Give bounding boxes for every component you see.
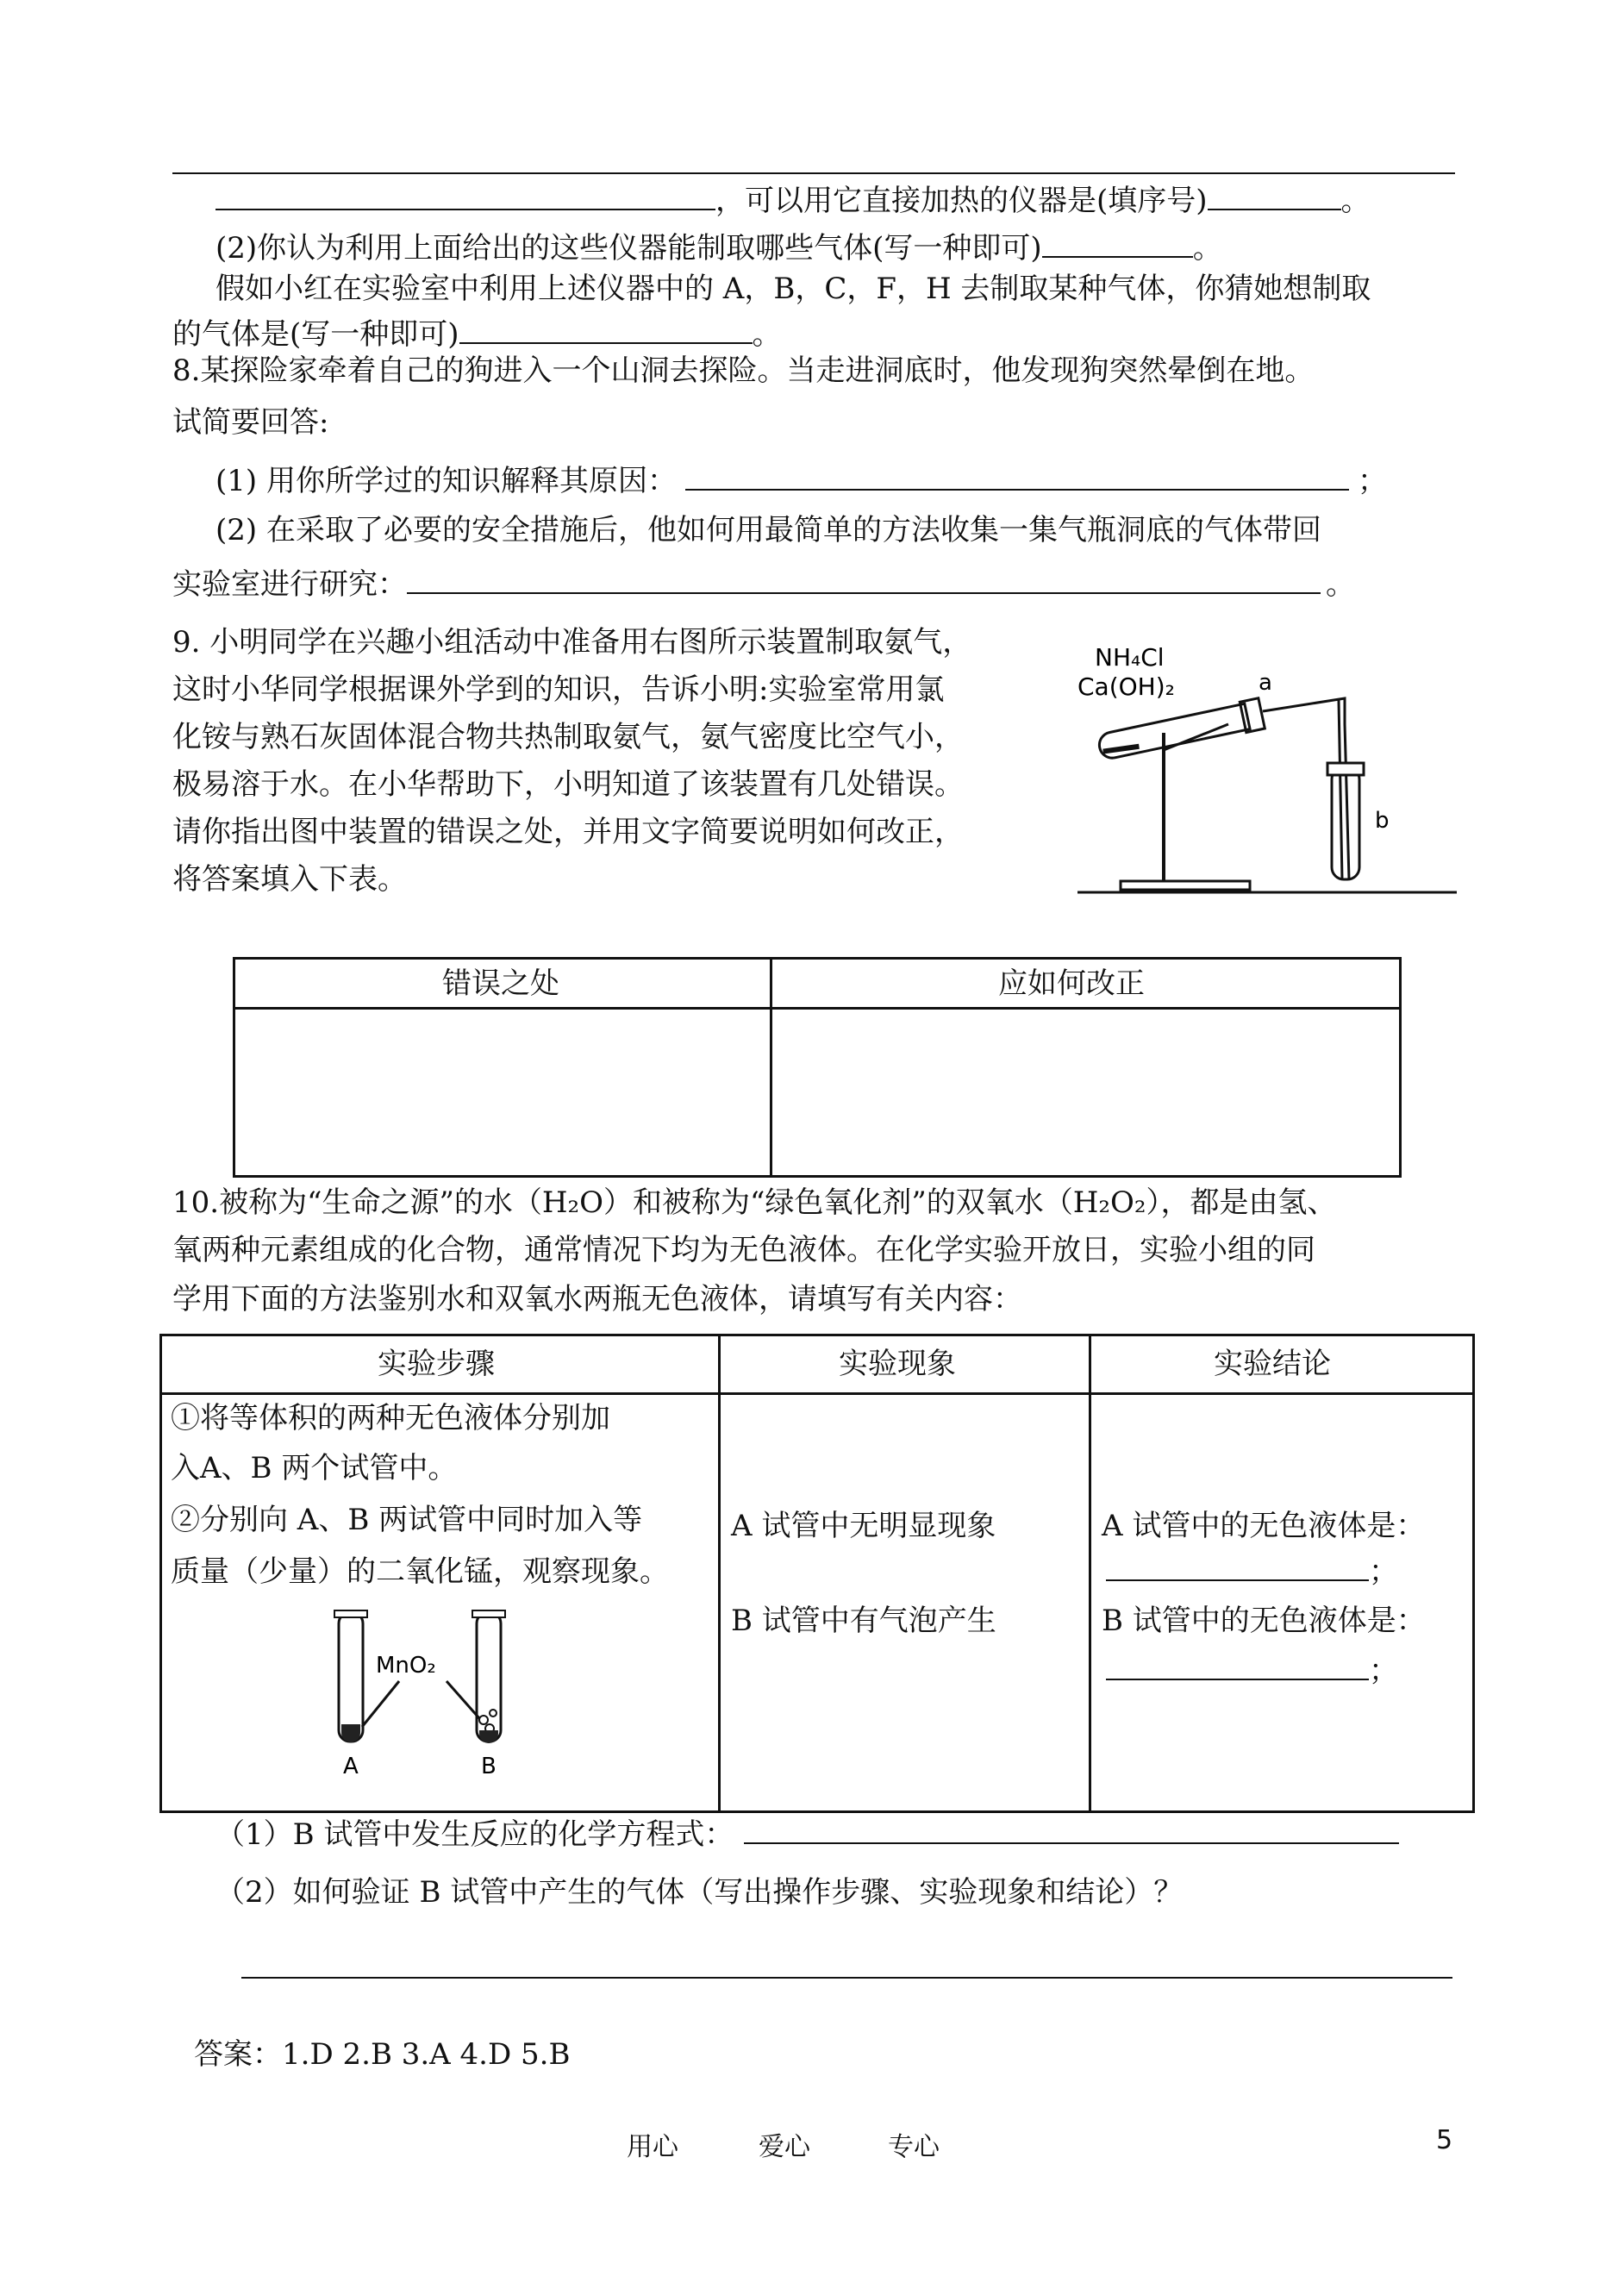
error-cell[interactable]: [240, 1013, 765, 1171]
answer-key: 答案：1.D 2.B 3.A 4.D 5.B: [194, 2037, 571, 2072]
conclusion-a-answer: ；: [1106, 1552, 1398, 1589]
answer-blank[interactable]: [1106, 1651, 1369, 1680]
q7-line2: (2)你认为利用上面给出的这些仪器能制取哪些气体(写一种即可) 。: [215, 228, 1222, 266]
label-caoh2: Ca(OH)₂: [1077, 672, 1175, 701]
q8-line1: 8.某探险家牵着自己的狗进入一个山洞去探险。当走进洞底时，他发现狗突然晕倒在地。: [172, 353, 1315, 388]
header-conclusions: 实验结论: [1214, 1347, 1331, 1381]
q9-line: 这时小华同学根据课外学到的知识，告诉小明:实验室常用氯: [172, 672, 945, 707]
label-tube-a: A: [343, 1754, 359, 1779]
header-rule: [172, 172, 1455, 174]
step-line: ②分别向 A、B 两试管中同时加入等: [171, 1503, 643, 1537]
q10-experiment-table: [159, 1334, 1475, 1813]
q7-line4: 的气体是(写一种即可) 。: [172, 315, 782, 352]
label-tube-b: B: [481, 1754, 497, 1779]
step-line: 质量（少量）的二氧化锰，观察现象。: [171, 1554, 669, 1589]
answer-blank[interactable]: [1106, 1552, 1369, 1581]
label-mno2: MnO₂: [376, 1653, 436, 1679]
q9-line: 极易溶于水。在小华帮助下，小明知道了该装置有几处错误。: [172, 767, 964, 802]
q8-sub2b: 实验室进行研究： 。: [172, 565, 1355, 602]
answer-blank[interactable]: [215, 181, 715, 210]
q10-sub2: （2）如何验证 B 试管中产生的气体（写出操作步骤、实验现象和结论）？: [215, 1875, 1184, 1910]
footer-right: 专心: [888, 2132, 940, 2162]
conclusion-a: A 试管中的无色液体是：: [1102, 1509, 1426, 1543]
header-correction: 应如何改正: [998, 966, 1145, 1001]
page-number: 5: [1436, 2125, 1453, 2155]
label-b: b: [1375, 808, 1390, 834]
header-steps: 实验步骤: [378, 1347, 495, 1381]
q9-line: 化铵与熟石灰固体混合物共热制取氨气，氨气密度比空气小，: [172, 720, 964, 754]
correction-cell[interactable]: [777, 1013, 1393, 1171]
phenomenon-a: A 试管中无明显现象: [731, 1509, 996, 1543]
q9-answer-table: [233, 957, 1402, 1178]
header-phenomena: 实验现象: [839, 1347, 956, 1381]
q10-line3: 学用下面的方法鉴别水和双氧水两瓶无色液体，请填写有关内容：: [172, 1282, 1022, 1316]
q9-table-header-row: [235, 960, 1399, 1010]
label-nh4cl: NH₄Cl: [1095, 643, 1165, 672]
apparatus-diagram: [1077, 629, 1457, 905]
q10-line1: 10.被称为“生命之源”的水（H₂O）和被称为“绿色氧化剂”的双氧水（H₂O₂），都是由氢、: [172, 1185, 1337, 1220]
step-line: 入A、B 两个试管中。: [171, 1451, 458, 1485]
mno2-test-tubes-figure: [309, 1608, 567, 1780]
conclusion-b-answer: ；: [1106, 1651, 1398, 1688]
answer-line[interactable]: [241, 1977, 1452, 1979]
answer-blank[interactable]: [1042, 228, 1193, 258]
q9-line: 9. 小明同学在兴趣小组活动中准备用右图所示装置制取氨气，: [172, 625, 972, 660]
ammonia-apparatus-figure: [1077, 629, 1457, 905]
footer-left: 用心: [627, 2132, 678, 2162]
answer-blank[interactable]: [407, 565, 1321, 594]
q9-line: 将答案填入下表。: [172, 862, 407, 897]
q7-line1: ，可以用它直接加热的仪器是(填序号) 。: [215, 181, 1371, 218]
answer-blank[interactable]: [744, 1815, 1399, 1844]
header-error: 错误之处: [442, 966, 559, 1001]
q9-line: 请你指出图中装置的错误之处，并用文字简要说明如何改正，: [172, 815, 964, 849]
q8-line2: 试简要回答:: [172, 405, 329, 440]
q9-table-divider: [770, 960, 772, 1175]
phenomenon-b: B 试管中有气泡产生: [731, 1604, 996, 1638]
label-a: a: [1259, 670, 1272, 696]
q8-sub1: (1) 用你所学过的知识解释其原因： ；: [215, 461, 1387, 498]
footer-middle: 爱心: [759, 2132, 810, 2162]
conclusion-b: B 试管中的无色液体是：: [1102, 1604, 1426, 1638]
q10-divider-2: [1089, 1336, 1091, 1810]
test-tubes-diagram: [309, 1608, 567, 1780]
q8-sub2: (2) 在采取了必要的安全措施后，他如何用最简单的方法收集一集气瓶洞底的气体带回: [215, 513, 1321, 547]
answer-blank[interactable]: [685, 461, 1349, 491]
q10-sub1: （1）B 试管中发生反应的化学方程式：: [215, 1815, 1399, 1852]
step-line: ①将等体积的两种无色液体分别加: [171, 1401, 610, 1435]
q7-line3: 假如小红在实验室中利用上述仪器中的 A，B，C，F，H 去制取某种气体，你猜她想制取: [215, 272, 1371, 306]
q10-divider-1: [718, 1336, 721, 1810]
answer-blank[interactable]: [1208, 181, 1341, 210]
q10-line2: 氧两种元素组成的化合物，通常情况下均为无色液体。在化学实验开放日，实验小组的同: [172, 1233, 1315, 1267]
answer-blank[interactable]: [459, 315, 753, 344]
